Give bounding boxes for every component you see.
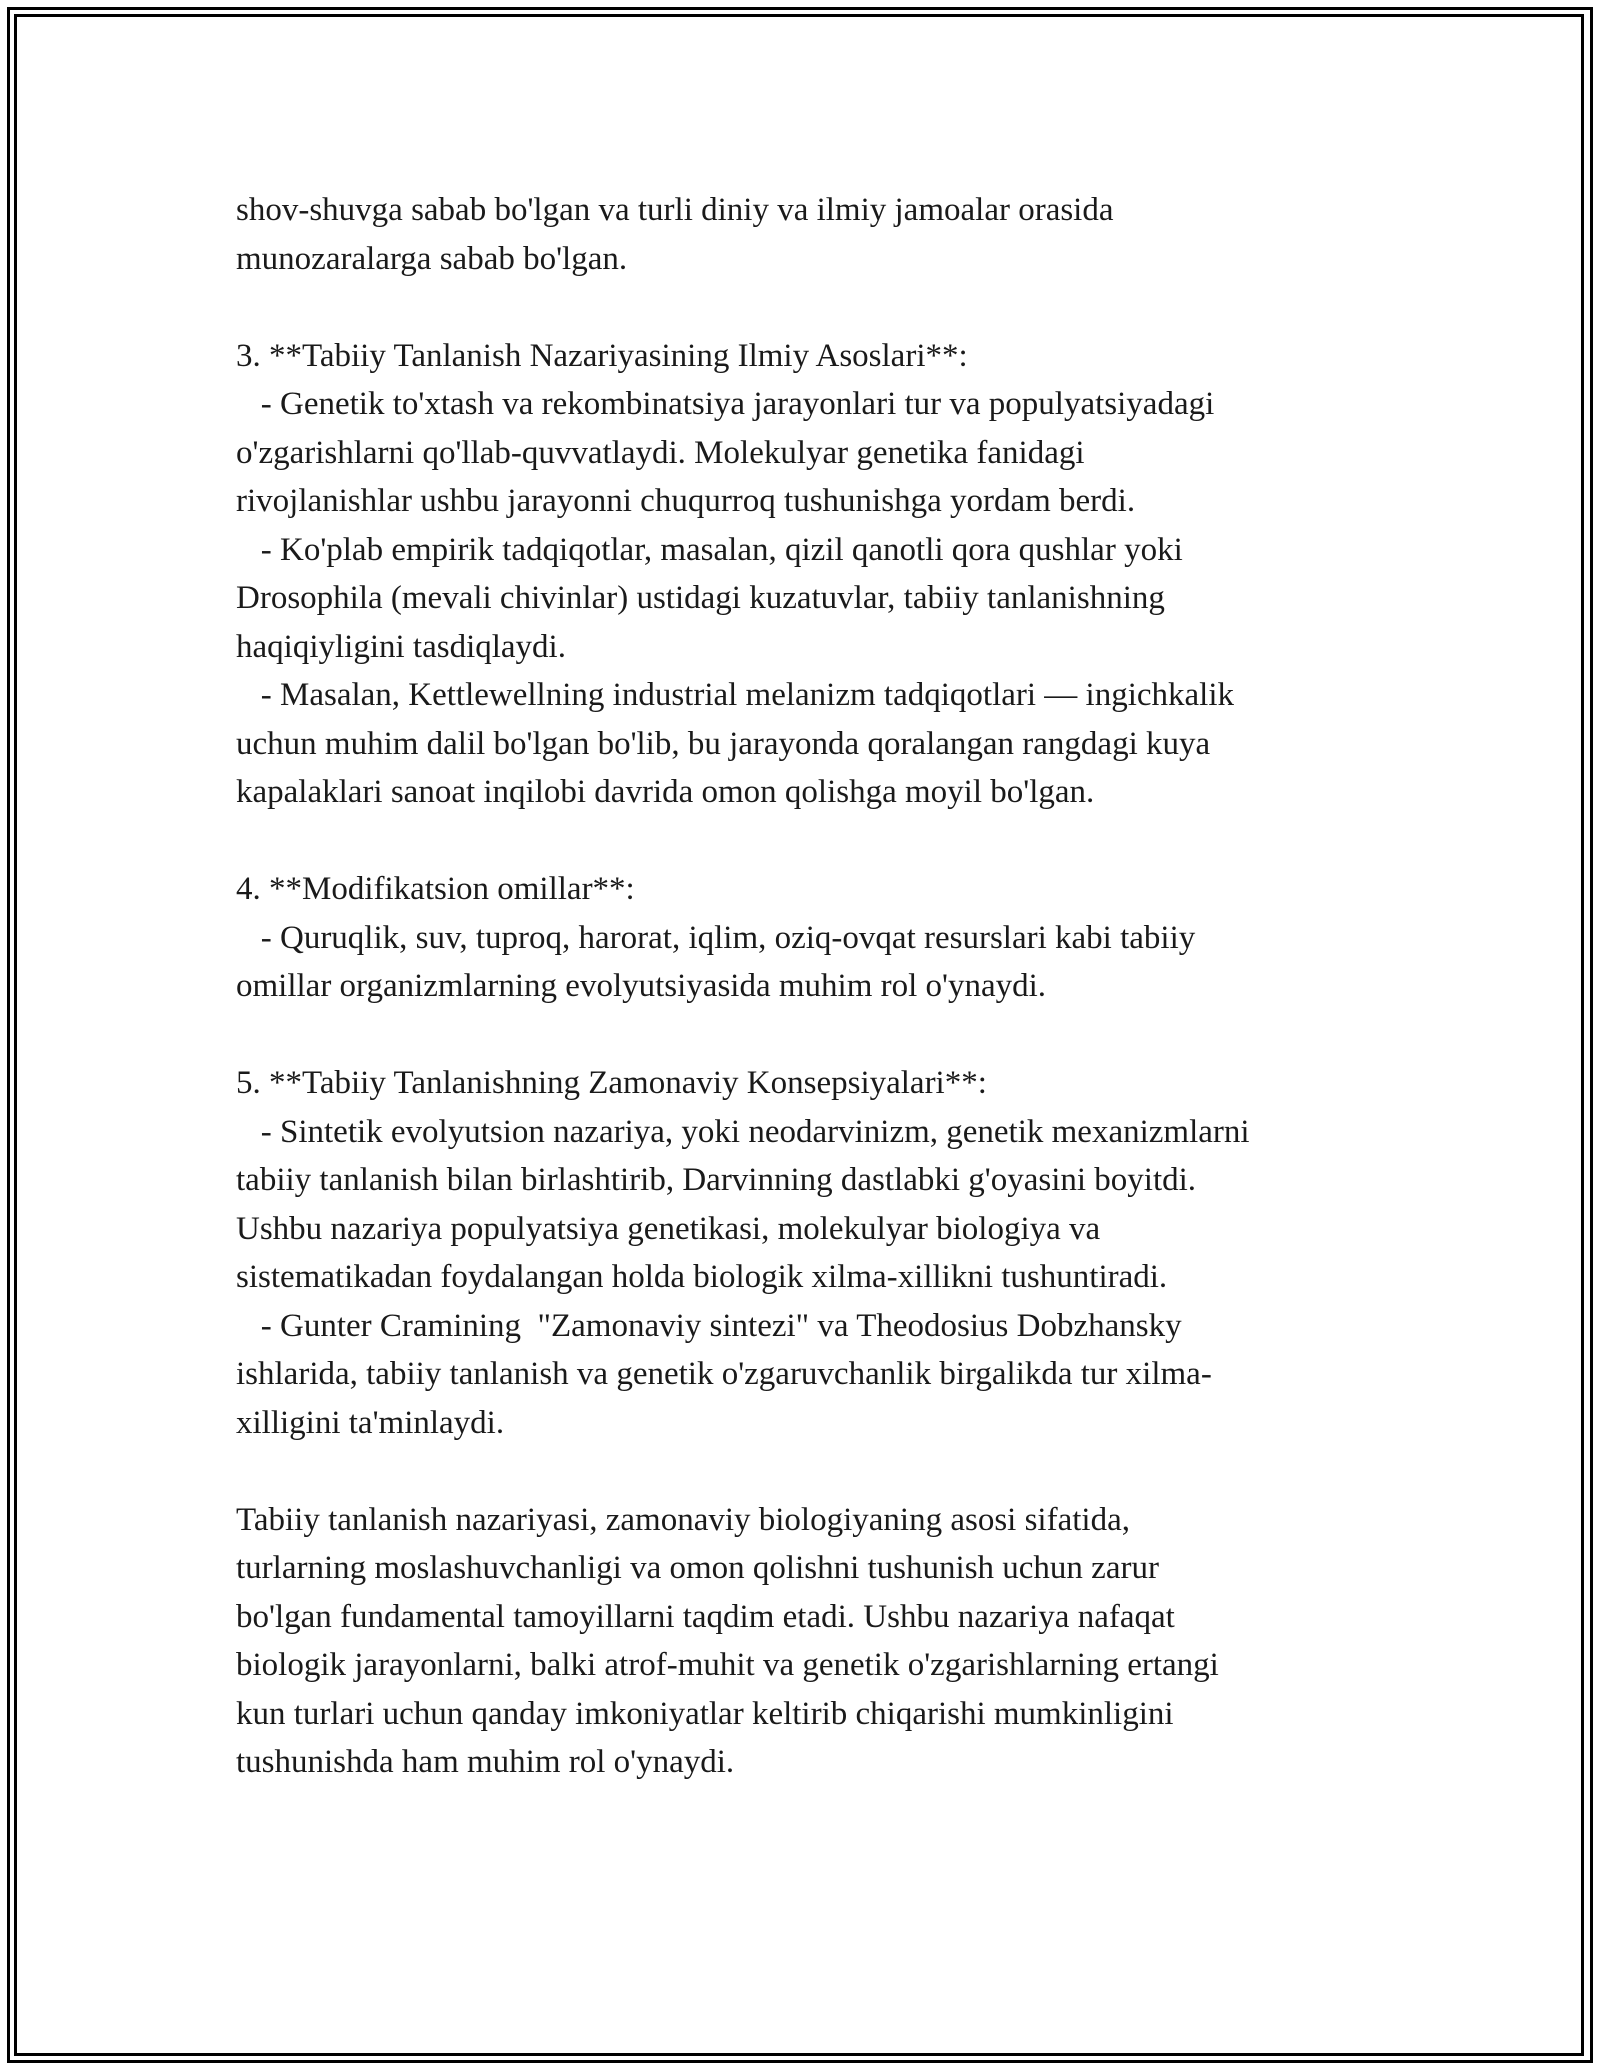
- text-line: Tabiiy tanlanish nazariyasi, zamonaviy biologiyaning asosi sifatida,: [236, 1501, 1130, 1538]
- text-line: uchun muhim dalil bo'lgan bo'lib, bu jarayonda qoralangan rangdagi kuya: [236, 725, 1211, 762]
- text-line: Ushbu nazariya populyatsiya genetikasi, molekulyar biologiya va: [236, 1210, 1101, 1247]
- text-line: tushunishda ham muhim rol o'ynaydi.: [236, 1744, 735, 1780]
- text-line: sistematikadan foydalangan holda biologik xilma-xillikni tushuntiradi.: [236, 1259, 1168, 1295]
- text-line: Drosophila (mevali chivinlar) ustidagi kuzatuvlar, tabiiy tanlanishning: [236, 580, 1165, 616]
- text-line: kapalaklari sanoat inqilobi davrida omon qolishga moyil bo'lgan.: [236, 774, 1095, 810]
- text-line: omillar organizmlarning evolyutsiyasida muhim rol o'ynaydi.: [236, 968, 1047, 1004]
- text-line: turlarning moslashuvchanligi va omon qolishni tushunish uchun zarur: [236, 1550, 1159, 1586]
- text-line: - Genetik to'xtash va rekombinatsiya jarayonlari tur va populyatsiyadagi: [236, 386, 1215, 422]
- text-line: tabiiy tanlanish bilan birlashtirib, Darvinning dastlabki g'oyasini boyitdi.: [236, 1162, 1197, 1198]
- text-line: ishlarida, tabiiy tanlanish va genetik o'zgaruvchanlik birgalikda tur xilma-: [236, 1356, 1212, 1392]
- text-line: 5. **Tabiiy Tanlanishning Zamonaviy Konsepsiyalari**:: [236, 1065, 987, 1101]
- text-line: - Masalan, Kettlewellning industrial melanizm tadqiqotlari — ingichkalik: [236, 677, 1235, 713]
- text-line: 4. **Modifikatsion omillar**:: [236, 871, 635, 907]
- text-line: bo'lgan fundamental tamoyillarni taqdim etadi. Ushbu nazariya nafaqat: [236, 1598, 1175, 1635]
- text-line: kun turlari uchun qanday imkoniyatlar keltirib chiqarishi mumkinligini: [236, 1695, 1174, 1732]
- text-line: xilligini ta'minlaydi.: [236, 1404, 505, 1441]
- text-line: shov-shuvga sabab bo'lgan va turli diniy va ilmiy jamoalar orasida: [236, 192, 1114, 228]
- blank-line: [236, 817, 1406, 866]
- text-line: - Quruqlik, suv, tuproq, harorat, iqlim, oziq-ovqat resurslari kabi tabiiy: [236, 919, 1196, 956]
- text-line: haqiqiyligini tasdiqlaydi.: [236, 628, 566, 665]
- text-line: o'zgarishlarni qo'llab-quvvatlaydi. Molekulyar genetika fanidagi: [236, 434, 1085, 471]
- text-line: - Gunter Cramining "Zamonaviy sintezi" va Theodosius Dobzhansky: [236, 1307, 1182, 1344]
- document-body: [236, 186, 1406, 1787]
- text-line: biologik jarayonlarni, balki atrof-muhit va genetik o'zgarishlarning ertangi: [236, 1647, 1219, 1683]
- text-line: munozaralarga sabab bo'lgan.: [236, 240, 628, 277]
- blank-line: [236, 1447, 1406, 1496]
- text-line: rivojlanishlar ushbu jarayonni chuqurroq tushunishga yordam berdi.: [236, 483, 1136, 519]
- blank-line: [236, 283, 1406, 332]
- text-line: - Ko'plab empirik tadqiqotlar, masalan, qizil qanotli qora qushlar yoki: [236, 531, 1183, 568]
- blank-line: [236, 1011, 1406, 1060]
- text-line: - Sintetik evolyutsion nazariya, yoki neodarvinizm, genetik mexanizmlarni: [236, 1113, 1250, 1150]
- text-line: 3. **Tabiiy Tanlanish Nazariyasining Ilmiy Asoslari**:: [236, 337, 968, 374]
